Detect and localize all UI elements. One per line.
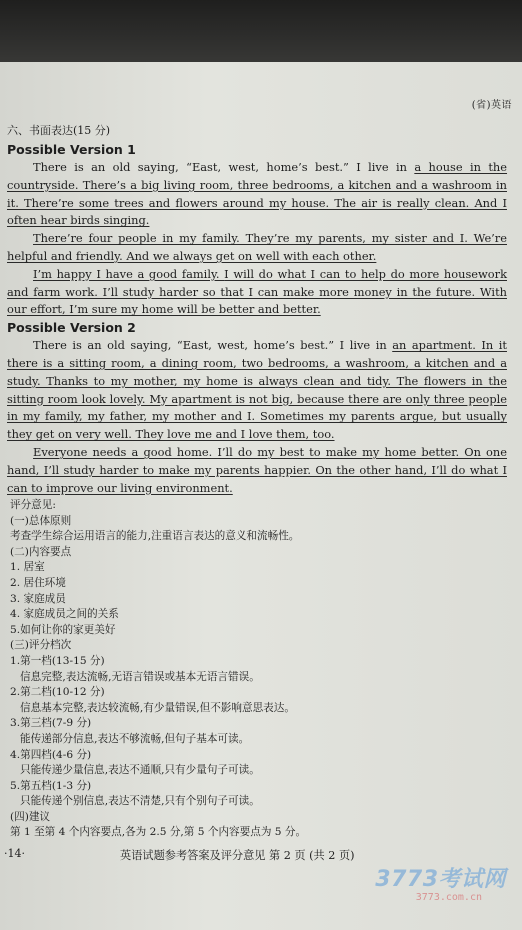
scoring-note-line: 只能传递少量信息,表达不通顺,只有少量句子可读。	[20, 764, 260, 777]
scoring-note-line: (四)建议	[10, 810, 51, 823]
scoring-note-line: 评分意见:	[10, 499, 56, 511]
scoring-note-line: 2.第二档(10-12 分)	[10, 686, 105, 699]
scoring-note-line: 考查学生综合运用语言的能力,注重语言表达的意义和流畅性。	[10, 530, 300, 543]
underlined-text: I will do what I can to help do more housework and farm work. I’ll study harder so that I can make more money in the future. With our effort, I’m sure my home will be better and better.	[7, 266, 507, 317]
scoring-note-line: 4.第四档(4-6 分)	[10, 748, 92, 761]
underlined-text: a house in the countryside. There’s a big living room, three bedrooms, a kitchen and a washroom in it. There’re some trees and flowers around my house. The air is really clean. And I often hear birds singing.	[7, 160, 508, 228]
section-title: 六、书面表达(15 分)	[7, 124, 111, 137]
plain-text: There is an old saying, “East, west, home’s best.” I live in	[33, 160, 415, 174]
version-2-body	[7, 337, 507, 497]
plain-text: There is an old saying, “East, west, home’s best.” I live in	[33, 338, 393, 353]
scoring-note-line: (三)评分档次	[10, 639, 72, 652]
underlined-text: I’m happy I have a good family.	[33, 266, 225, 281]
answer-sheet-page	[0, 62, 522, 930]
essay-paragraph	[7, 230, 507, 266]
scoring-note-line: (一)总体原则	[10, 514, 72, 527]
scoring-note-line: 3. 家庭成员	[10, 592, 66, 605]
subject-tag: (省)英语	[471, 100, 512, 111]
footer-caption: 英语试题参考答案及评分意见 第 2 页 (共 2 页)	[120, 849, 355, 862]
writing-section	[7, 122, 507, 497]
essay-paragraph	[7, 266, 507, 319]
scoring-note-line: 信息完整,表达流畅,无语言错误或基本无语言错误。	[20, 670, 260, 683]
underlined-text: There’re four people in my family. They’re my parents, my sister and I. We’re helpful and friendly. And we always get on well with each other.	[7, 231, 507, 263]
scoring-note-line: 5.第五档(1-3 分)	[10, 779, 92, 792]
scoring-notes	[10, 498, 490, 841]
scoring-note-line: 1.第一档(13-15 分)	[10, 654, 105, 667]
scoring-note-line: 3.第三档(7-9 分)	[10, 717, 92, 730]
version-2-title: Possible Version 2	[7, 320, 136, 336]
essay-paragraph	[7, 337, 507, 444]
essay-paragraph	[7, 159, 507, 230]
watermark-logo: 3773考试网	[375, 867, 506, 892]
scoring-note-line: 只能传递个别信息,表达不清楚,只有个别句子可读。	[20, 795, 260, 808]
scoring-note-line: 5.如何让你的家更美好	[10, 623, 116, 636]
essay-paragraph	[7, 444, 507, 497]
scoring-note-line: 能传递部分信息,表达不够流畅,但句子基本可读。	[20, 732, 250, 745]
scoring-note-line: (二)内容要点	[10, 545, 72, 558]
scoring-note-line: 第 1 至第 4 个内容要点,各为 2.5 分,第 5 个内容要点为 5 分。	[10, 826, 307, 839]
scoring-note-line: 4. 家庭成员之间的关系	[10, 608, 119, 621]
scoring-note-line: 信息基本完整,表达较流畅,有少量错误,但不影响意思表达。	[20, 701, 295, 714]
underlined-text: Everyone needs a good home. I’ll do my best to make my home better. On one hand, I’ll study harder to make my parents happier. On the other hand, I’ll do what I can to improve our living environment.	[7, 444, 507, 495]
underlined-text: an apartment. In it there is a sitting room, a dining room, two bedrooms, a washroom, a kitchen and a study. Thanks to my mother, my home is always clean and tidy. The flowers in the sitting room look lovely. My apartment is not big, because there are only three people in my family, my father, my mother and I. Sometimes my parents argue, but usually they get on very well. They love me and I love them, too.	[7, 338, 507, 442]
scoring-note-line: 2. 居住环境	[10, 576, 66, 589]
watermark-url: 3773.com.cn	[415, 892, 482, 903]
version-1-body	[7, 159, 507, 319]
version-1-title: Possible Version 1	[7, 142, 136, 157]
scoring-note-line: 1. 居室	[10, 561, 45, 574]
page-number: ·14·	[4, 847, 25, 860]
